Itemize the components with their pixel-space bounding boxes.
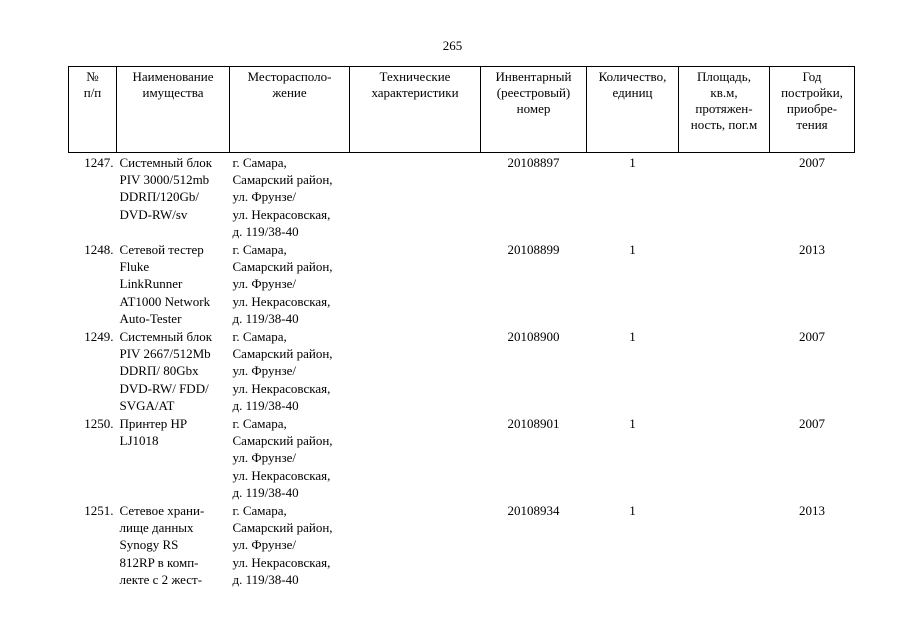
header-location (230, 67, 350, 153)
item-quantity: 1 (629, 329, 636, 345)
item-location (230, 240, 350, 327)
text-line: ул. Некрасовская, (232, 467, 331, 483)
text-line: (реестровый) (496, 85, 571, 100)
row-number: 1247. (84, 155, 114, 170)
item-area (679, 414, 770, 501)
text-line: SVGA/AT (119, 397, 175, 413)
text-line: Инвентарный (495, 69, 572, 84)
item-area (679, 153, 770, 241)
item-tech (350, 501, 481, 588)
text-line: Наименование (132, 69, 214, 84)
text-line: д. 119/38-40 (232, 484, 299, 500)
item-tech (350, 414, 481, 501)
text-line: LJ1018 (119, 433, 159, 449)
text-line: ул. Некрасовская, (232, 206, 331, 222)
text-line: Месторасполо- (247, 69, 332, 84)
item-inventory-number: 20108899 (507, 242, 560, 258)
text-line: DDRП/ 80Gbx (119, 363, 199, 379)
table-row (69, 240, 855, 327)
item-location (230, 414, 350, 501)
text-line: постройки, (781, 85, 843, 100)
text-line: № (86, 69, 99, 84)
item-name (117, 414, 230, 501)
text-line: имущества (142, 85, 204, 100)
text-line: г. Самара, (232, 503, 287, 519)
item-quantity: 1 (629, 155, 636, 170)
item-area (679, 240, 770, 327)
text-line: Synogy RS (119, 537, 179, 553)
text-line: PIV 2667/512Mb (119, 346, 211, 362)
text-line: Системный блок (119, 329, 213, 345)
text-line: ул. Фрунзе/ (232, 363, 296, 379)
text-line: ул. Фрунзе/ (232, 537, 296, 553)
text-line: LinkRunner (119, 276, 183, 292)
text-line: DVD-RW/ FDD/ (119, 380, 209, 396)
text-line: п/п (83, 85, 102, 100)
table-row (69, 153, 855, 241)
item-name (117, 501, 230, 588)
text-line: д. 119/38-40 (232, 571, 299, 587)
item-location (230, 501, 350, 588)
item-name (117, 240, 230, 327)
text-line: тения (796, 117, 828, 132)
header-year (770, 67, 855, 153)
item-name (117, 327, 230, 414)
item-quantity: 1 (629, 416, 636, 432)
item-year: 2013 (799, 503, 825, 519)
text-line: PIV 3000/512mb (119, 172, 210, 188)
text-line: ул. Фрунзе/ (232, 189, 296, 205)
header-name (117, 67, 230, 153)
text-line: DVD-RW/sv (119, 206, 188, 222)
text-line: ул. Некрасовская, (232, 554, 331, 570)
text-line: номер (516, 101, 551, 116)
text-line: Самарский район, (232, 259, 333, 275)
item-area (679, 327, 770, 414)
header-row (69, 67, 855, 153)
item-inventory-number: 20108900 (507, 329, 560, 345)
item-location (230, 153, 350, 241)
text-line: г. Самара, (232, 416, 287, 432)
page-number: 265 (442, 38, 463, 53)
item-inventory-number: 20108934 (507, 503, 560, 519)
text-line: приобре- (786, 101, 838, 116)
item-area (679, 501, 770, 588)
table-row (69, 501, 855, 588)
item-tech (350, 153, 481, 241)
text-line: Сетевой тестер (119, 242, 204, 258)
text-line: Системный блок (119, 155, 213, 170)
text-line: д. 119/38-40 (232, 310, 299, 326)
property-register-table (68, 66, 855, 588)
row-number: 1249. (84, 329, 114, 345)
item-year: 2007 (799, 329, 825, 345)
item-year: 2013 (799, 242, 825, 258)
text-line: Самарский район, (232, 172, 333, 188)
text-line: лекте с 2 жест- (119, 571, 203, 587)
text-line: г. Самара, (232, 155, 287, 170)
text-line: DDRП/120Gb/ (119, 189, 199, 205)
header-quantity (587, 67, 679, 153)
text-line: Год (802, 69, 822, 84)
text-line: д. 119/38-40 (232, 223, 299, 239)
text-line: 812RP в комп- (119, 554, 199, 570)
text-line: ул. Фрунзе/ (232, 276, 296, 292)
text-line: единиц (612, 85, 653, 100)
text-line: ность, пог.м (690, 117, 758, 132)
table-row (69, 414, 855, 501)
row-number: 1248. (84, 242, 114, 258)
text-line: характеристики (371, 85, 459, 100)
item-tech (350, 240, 481, 327)
text-line: Принтер HP (119, 416, 188, 432)
header-inventory (481, 67, 587, 153)
item-quantity: 1 (629, 242, 636, 258)
text-line: ул. Фрунзе/ (232, 450, 296, 466)
header-area (679, 67, 770, 153)
text-line: Количество, (598, 69, 667, 84)
text-line: Самарский район, (232, 346, 333, 362)
text-line: Площадь, (697, 69, 751, 84)
item-name (117, 153, 230, 241)
item-quantity: 1 (629, 503, 636, 519)
item-year: 2007 (799, 155, 825, 170)
header-num (69, 67, 117, 153)
text-line: Fluke (119, 259, 150, 275)
header-tech (350, 67, 481, 153)
item-inventory-number: 20108897 (507, 155, 560, 170)
text-line: Самарский район, (232, 520, 333, 536)
text-line: Самарский район, (232, 433, 333, 449)
item-location (230, 327, 350, 414)
text-line: ул. Некрасовская, (232, 380, 331, 396)
text-line: жение (272, 85, 307, 100)
table-row (69, 327, 855, 414)
item-tech (350, 327, 481, 414)
row-number: 1250. (84, 416, 114, 432)
text-line: протяжен- (695, 101, 753, 116)
text-line: AT1000 Network (119, 293, 211, 309)
text-line: г. Самара, (232, 329, 287, 345)
text-line: ул. Некрасовская, (232, 293, 331, 309)
text-line: лище данных (119, 520, 194, 536)
text-line: Технические (379, 69, 451, 84)
text-line: Сетевое храни- (119, 503, 205, 519)
text-line: кв.м, (710, 85, 738, 100)
text-line: г. Самара, (232, 242, 287, 258)
item-year: 2007 (799, 416, 825, 432)
row-number: 1251. (84, 503, 114, 519)
text-line: д. 119/38-40 (232, 397, 299, 413)
item-inventory-number: 20108901 (507, 416, 560, 432)
text-line: Auto-Tester (119, 310, 182, 326)
